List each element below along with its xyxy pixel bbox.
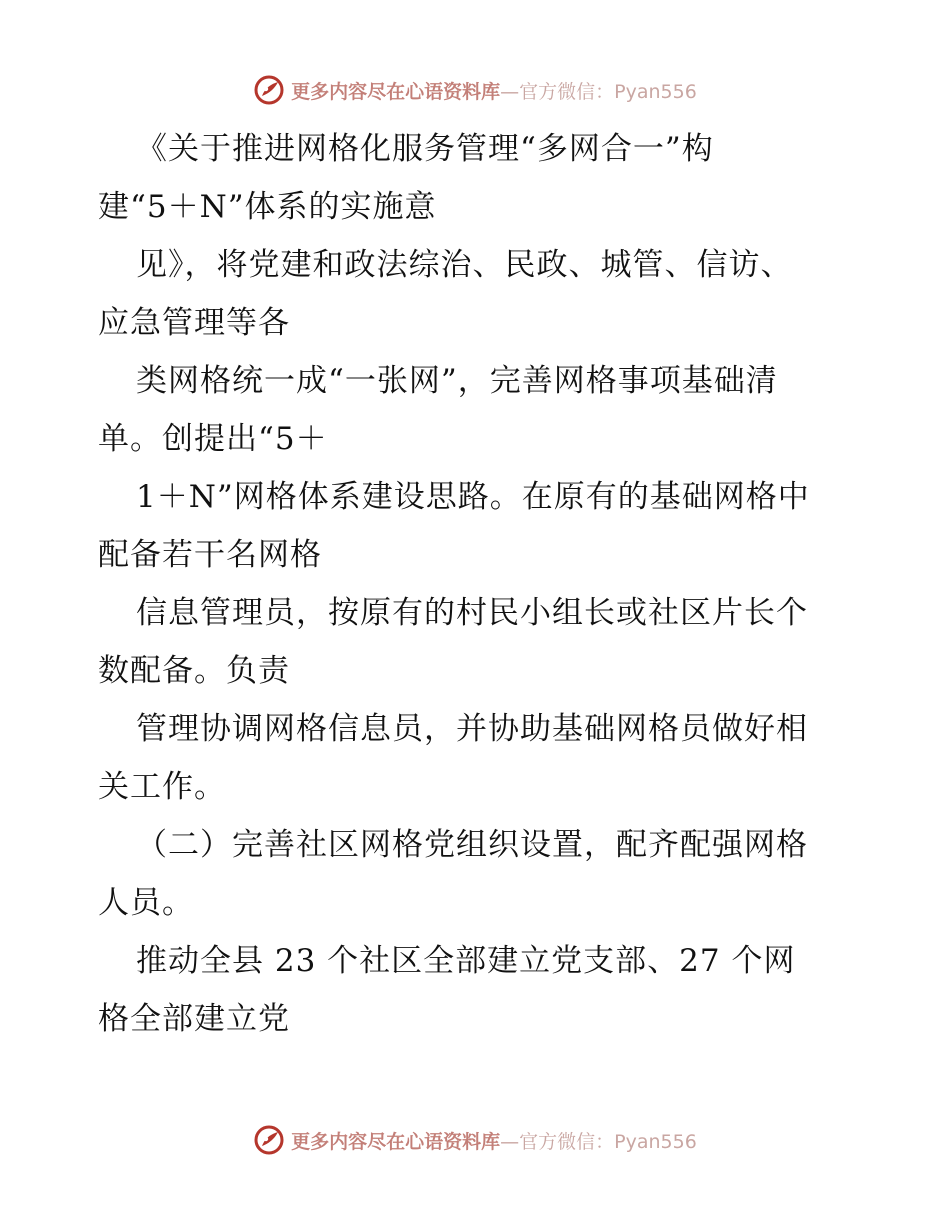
text-line: 见》，将党建和政法综治、民政、城管、信访、 bbox=[136, 247, 793, 283]
text-line: 管理协调网格信息员，并协助基础网格员做好相 bbox=[136, 711, 808, 747]
text-line: 数配备。负责 bbox=[98, 653, 290, 689]
text-line: 信息管理员，按原有的村民小组长或社区片长个 bbox=[136, 595, 808, 631]
text-line: 单。创提出“5＋ bbox=[98, 421, 328, 457]
footer-watermark bbox=[0, 1120, 950, 1160]
header-watermark bbox=[0, 70, 950, 110]
text-line: 格全部建立党 bbox=[98, 1001, 290, 1037]
text-line: 人员。 bbox=[98, 885, 194, 921]
lotus-pen-logo-icon bbox=[253, 74, 285, 106]
document-body bbox=[98, 120, 858, 1048]
watermark-text: 更多内容尽在心语资料库—官方微信：Pyan556 bbox=[291, 1130, 697, 1153]
text-line: 推动全县 23 个社区全部建立党支部、27 个网 bbox=[136, 943, 796, 979]
text-line: （二）完善社区网格党组织设置，配齐配强网格 bbox=[136, 827, 808, 863]
text-line: 应急管理等各 bbox=[98, 305, 290, 341]
watermark-text: 更多内容尽在心语资料库—官方微信：Pyan556 bbox=[291, 80, 697, 103]
text-line: 1＋N”网格体系建设思路。在原有的基础网格中 bbox=[136, 479, 810, 515]
text-line: 关工作。 bbox=[98, 769, 226, 805]
text-line: 《关于推进网格化服务管理“多网合一”构 bbox=[136, 131, 714, 167]
lotus-pen-logo-icon bbox=[253, 1124, 285, 1156]
text-line: 配备若干名网格 bbox=[98, 537, 322, 573]
text-line: 建“5＋N”体系的实施意 bbox=[98, 189, 437, 225]
text-line: 类网格统一成“一张网”，完善网格事项基础清 bbox=[136, 363, 778, 399]
